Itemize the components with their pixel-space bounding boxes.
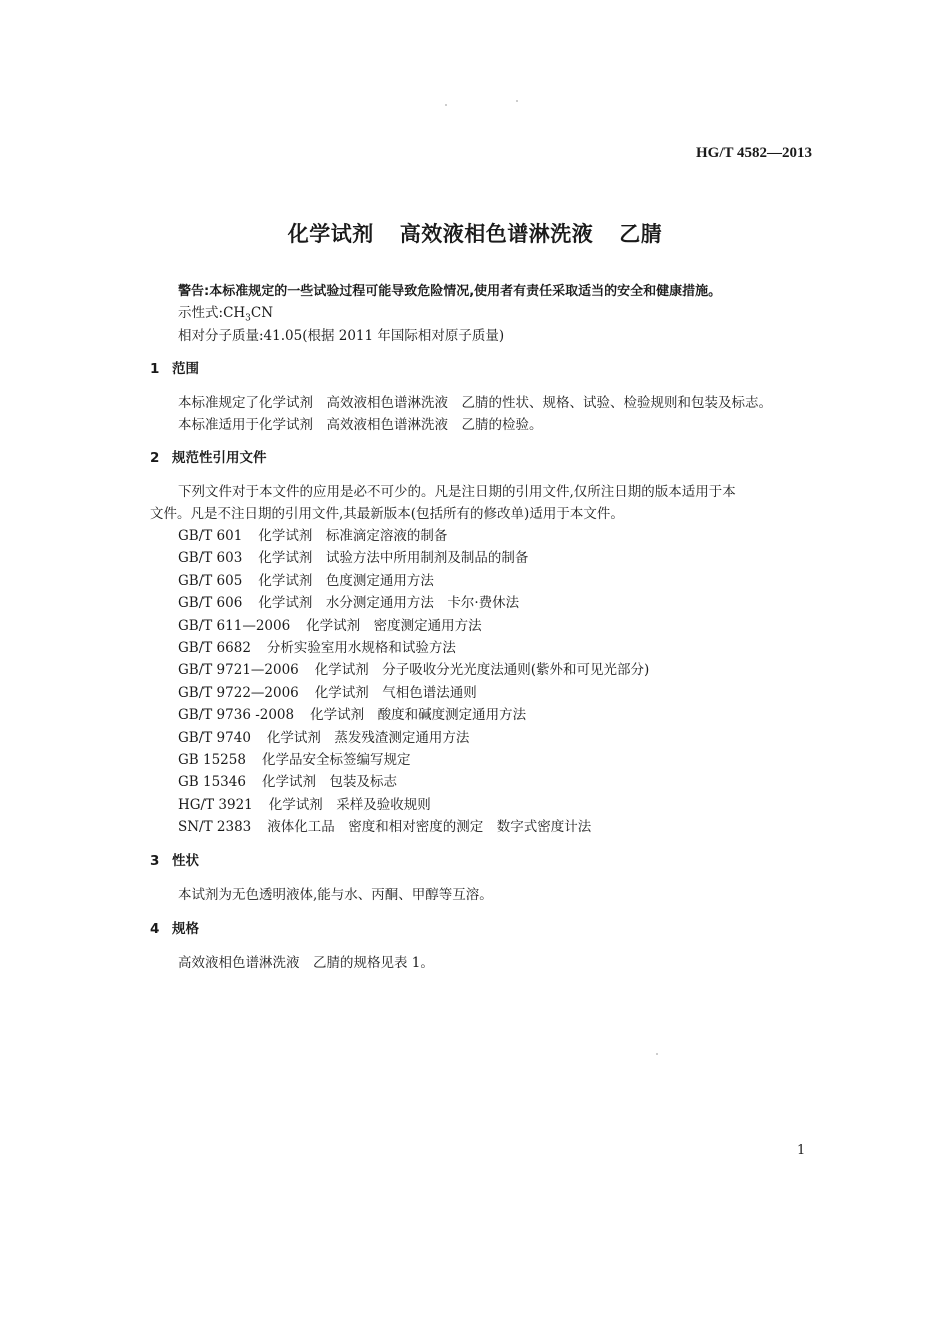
scan-speck [445, 104, 447, 106]
reference-item [178, 703, 526, 723]
section-4-heading [150, 917, 199, 937]
reference-item [178, 658, 649, 678]
section-3-paragraph: 本试剂为无色透明液体,能与水、丙酮、甲醇等互溶。 [178, 887, 493, 903]
formula-part-a: CH [223, 305, 246, 321]
reference-code: GB/T 601 [178, 528, 243, 544]
section-2-paragraph-line-1: 下列文件对于本文件的应用是必不可少的。凡是注日期的引用文件,仅所注日期的版本适用于本 [178, 484, 736, 500]
section-title: 规格 [172, 921, 199, 937]
reference-title: 液体化工品 密度和相对密度的测定 数字式密度计法 [267, 819, 592, 835]
section-1-paragraph-2: 本标准适用于化学试剂 高效液相色谱淋洗液 乙腈的检验。 [178, 417, 543, 433]
reference-title: 化学试剂 包装及标志 [261, 774, 397, 790]
reference-item [178, 569, 434, 589]
reference-title: 化学品安全标签编写规定 [261, 752, 411, 768]
page-title [0, 218, 950, 248]
reference-item [178, 726, 469, 746]
reference-item [178, 748, 410, 768]
reference-title: 化学试剂 蒸发残渣测定通用方法 [266, 730, 470, 746]
reference-item [178, 815, 591, 835]
reference-code: SN/T 2383 [178, 819, 252, 835]
formula-subscript: 3 [245, 313, 251, 324]
reference-title: 化学试剂 水分测定通用方法 卡尔·费休法 [258, 595, 520, 611]
reference-code: GB 15346 [178, 774, 246, 790]
molecular-mass: 相对分子质量:41.05(根据 2011 年国际相对原子质量) [178, 328, 505, 344]
reference-item [178, 793, 431, 813]
section-number: 2 [150, 450, 160, 466]
reference-code: HG/T 3921 [178, 797, 253, 813]
reference-code: GB/T 606 [178, 595, 243, 611]
reference-item [178, 524, 447, 544]
title-part-3: 乙腈 [619, 222, 663, 246]
reference-item [178, 591, 519, 611]
section-2-heading [150, 446, 267, 466]
reference-title: 化学试剂 气相色谱法通则 [314, 685, 477, 701]
scan-speck [516, 100, 518, 102]
reference-code: GB/T 603 [178, 550, 243, 566]
section-number: 1 [150, 361, 160, 377]
reference-item [178, 636, 456, 656]
formula-part-b: CN [250, 305, 274, 321]
reference-code: GB/T 9736 -2008 [178, 707, 295, 723]
section-2-paragraph-line-2: 文件。凡是不注日期的引用文件,其最新版本(包括所有的修改单)适用于本文件。 [150, 506, 624, 522]
scan-speck [656, 1053, 658, 1055]
section-4-paragraph: 高效液相色谱淋洗液 乙腈的规格见表 1。 [178, 955, 434, 971]
reference-title: 化学试剂 标准滴定溶液的制备 [258, 528, 448, 544]
formula-label: 示性式: [178, 305, 224, 321]
section-title: 性状 [172, 853, 199, 869]
reference-code: GB 15258 [178, 752, 246, 768]
reference-title: 化学试剂 酸度和碱度测定通用方法 [310, 707, 527, 723]
page-number: 1 [797, 1143, 806, 1158]
reference-title: 化学试剂 密度测定通用方法 [306, 618, 482, 634]
title-part-1: 化学试剂 [287, 222, 374, 246]
title-part-2: 高效液相色谱淋洗液 [399, 222, 594, 246]
section-title: 规范性引用文件 [172, 450, 267, 466]
reference-code: GB/T 611—2006 [178, 618, 291, 634]
section-1-heading [150, 357, 199, 377]
section-1-paragraph-1: 本标准规定了化学试剂 高效液相色谱淋洗液 乙腈的性状、规格、试验、检验规则和包装及标志。 [178, 395, 772, 411]
reference-title: 化学试剂 采样及验收规则 [268, 797, 431, 813]
reference-item [178, 546, 528, 566]
reference-item [178, 614, 482, 634]
reference-code: GB/T 605 [178, 573, 243, 589]
reference-title: 化学试剂 分子吸收分光光度法通则(紫外和可见光部分) [314, 662, 650, 678]
reference-title: 化学试剂 试验方法中所用制剂及制品的制备 [258, 550, 529, 566]
reference-item [178, 770, 397, 790]
reference-item [178, 681, 477, 701]
warning-text: 警告:本标准规定的一些试验过程可能导致危险情况,使用者有责任采取适当的安全和健康措施。 [178, 284, 722, 299]
reference-code: GB/T 6682 [178, 640, 251, 656]
standard-code: HG/T 4582—2013 [696, 145, 812, 161]
reference-code: GB/T 9721—2006 [178, 662, 299, 678]
section-title: 范围 [172, 361, 199, 377]
formula-line [178, 301, 273, 324]
section-number: 3 [150, 853, 160, 869]
section-3-heading [150, 849, 199, 869]
section-number: 4 [150, 921, 160, 937]
reference-code: GB/T 9740 [178, 730, 251, 746]
reference-title: 分析实验室用水规格和试验方法 [266, 640, 456, 656]
reference-title: 化学试剂 色度测定通用方法 [258, 573, 434, 589]
reference-code: GB/T 9722—2006 [178, 685, 299, 701]
